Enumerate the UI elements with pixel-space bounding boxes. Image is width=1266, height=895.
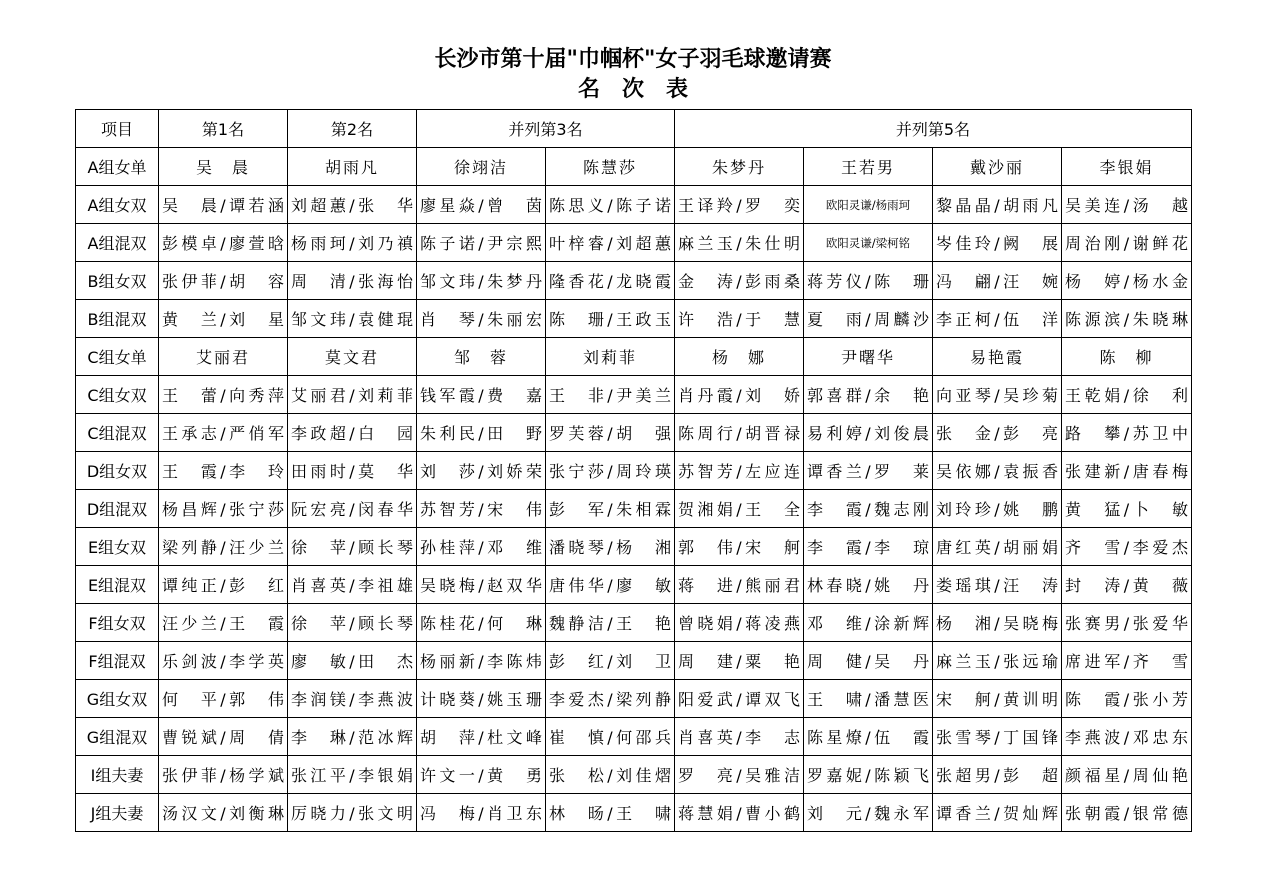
table-cell: 蒋 进/熊丽君 [675,566,804,604]
table-cell: 尹曙华 [804,338,933,376]
table-cell: 隆香花/龙晓霞 [546,262,675,300]
table-cell: 汪少兰/王 霞 [159,604,288,642]
table-cell: 吴美连/汤 越 [1062,186,1192,224]
table-row [76,186,1192,224]
table-cell: 欧阳灵谦/杨雨珂 [804,186,933,224]
table-cell: 曾晓娟/蒋凌燕 [675,604,804,642]
table-cell: 何 平/郭 伟 [159,680,288,718]
table-cell: 陈 珊/王政玉 [546,300,675,338]
table-cell: 刘超蕙/张 华 [288,186,417,224]
table-cell: 刘莉菲 [546,338,675,376]
table-cell: 廖星焱/曾 茵 [417,186,546,224]
table-cell: 罗芙蓉/胡 强 [546,414,675,452]
table-cell: 王乾娟/徐 利 [1062,376,1192,414]
table-row [76,414,1192,452]
table-row [76,566,1192,604]
event-label: A组混双 [76,224,159,262]
table-cell: 李正柯/伍 洋 [933,300,1062,338]
table-cell: 李 霞/魏志刚 [804,490,933,528]
table-cell: 李燕波/邓忠东 [1062,718,1192,756]
table-cell: 许 浩/于 慧 [675,300,804,338]
table-cell: 罗嘉妮/陈颖飞 [804,756,933,794]
table-cell: 邓 维/涂新辉 [804,604,933,642]
table-cell: 麻兰玉/朱仕明 [675,224,804,262]
event-label: C组女单 [76,338,159,376]
table-cell: 苏智芳/左应连 [675,452,804,490]
table-cell: 张雪琴/丁国锋 [933,718,1062,756]
table-cell: 谭香兰/罗 莱 [804,452,933,490]
table-cell: 杨 婷/杨水金 [1062,262,1192,300]
table-cell: 厉晓力/张文明 [288,794,417,832]
table-cell: 张宁莎/周玲瑛 [546,452,675,490]
table-cell: 夏 雨/周麟沙 [804,300,933,338]
table-cell: 周 清/张海怡 [288,262,417,300]
table-row [76,604,1192,642]
event-label: F组女双 [76,604,159,642]
table-cell: 徐 苹/顾长琴 [288,528,417,566]
table-cell: 艾丽君/刘莉菲 [288,376,417,414]
page-subtitle: 名次表 [577,77,710,102]
table-cell: 李润镁/李燕波 [288,680,417,718]
table-cell: 吴 晨 [159,148,288,186]
table-cell: 彭 红/刘 卫 [546,642,675,680]
table-row [76,490,1192,528]
event-label: G组女双 [76,680,159,718]
table-cell: 周 建/粟 艳 [675,642,804,680]
table-row [76,528,1192,566]
table-cell: 张建新/唐春梅 [1062,452,1192,490]
table-cell: 王 啸/潘慧医 [804,680,933,718]
table-cell: 朱利民/田 野 [417,414,546,452]
event-label: E组女双 [76,528,159,566]
table-cell: 田雨时/莫 华 [288,452,417,490]
table-cell: 易艳霞 [933,338,1062,376]
table-cell: 唐伟华/廖 敏 [546,566,675,604]
table-cell: 冯 翩/汪 婉 [933,262,1062,300]
table-cell: 王若男 [804,148,933,186]
header-third: 并列第3名 [417,110,675,148]
table-cell: 彭模卓/廖萱晗 [159,224,288,262]
table-cell: 娄瑶琪/汪 涛 [933,566,1062,604]
table-cell: 汤汉文/刘衡琳 [159,794,288,832]
table-cell: 冯 梅/肖卫东 [417,794,546,832]
table-cell: 郭喜群/余 艳 [804,376,933,414]
table-cell: 张江平/李银娟 [288,756,417,794]
table-cell: 肖喜英/李祖雄 [288,566,417,604]
table-cell: 张伊菲/杨学斌 [159,756,288,794]
table-row [76,148,1192,186]
table-cell: 计晓葵/姚玉珊 [417,680,546,718]
table-row [76,300,1192,338]
table-cell: 李 霞/李 琼 [804,528,933,566]
table-cell: 岑佳玲/阙 展 [933,224,1062,262]
table-cell: 肖喜英/李 志 [675,718,804,756]
table-cell: 吴晓梅/赵双华 [417,566,546,604]
table-row [76,718,1192,756]
table-cell: 王 非/尹美兰 [546,376,675,414]
header-fifth: 并列第5名 [675,110,1192,148]
event-label: B组混双 [76,300,159,338]
table-cell: 许文一/黄 勇 [417,756,546,794]
table-cell: 颜福星/周仙艳 [1062,756,1192,794]
table-cell: 阮宏亮/闵春华 [288,490,417,528]
header-second: 第2名 [288,110,417,148]
table-cell: 李 琳/范冰辉 [288,718,417,756]
table-cell: 魏静洁/王 艳 [546,604,675,642]
table-cell: 杨 湘/吴晓梅 [933,604,1062,642]
table-cell: 邹文玮/袁健琨 [288,300,417,338]
event-label: I组夫妻 [76,756,159,794]
table-cell: 胡雨凡 [288,148,417,186]
table-cell: 罗 亮/吴雅洁 [675,756,804,794]
table-cell: 路 攀/苏卫中 [1062,414,1192,452]
table-row [76,262,1192,300]
table-cell: 刘玲珍/姚 鹏 [933,490,1062,528]
table-cell: 宋 舸/黄训明 [933,680,1062,718]
event-label: D组女双 [76,452,159,490]
table-cell: 阳爱武/谭双飞 [675,680,804,718]
table-cell: 陈 霞/张小芳 [1062,680,1192,718]
table-cell: 戴沙丽 [933,148,1062,186]
table-cell: 徐翊洁 [417,148,546,186]
table-cell: 齐 雪/李爱杰 [1062,528,1192,566]
table-cell: 梁列静/汪少兰 [159,528,288,566]
header-first: 第1名 [159,110,288,148]
table-cell: 陈思义/陈子诺 [546,186,675,224]
table-cell: 邹文玮/朱梦丹 [417,262,546,300]
table-cell: 贺湘娟/王 全 [675,490,804,528]
table-row [76,338,1192,376]
table-cell: 曹锐斌/周 倩 [159,718,288,756]
table-cell: 林春晓/姚 丹 [804,566,933,604]
event-label: A组女双 [76,186,159,224]
table-cell: 孙桂萍/邓 维 [417,528,546,566]
table-row [76,452,1192,490]
table-cell: 张伊菲/胡 容 [159,262,288,300]
table-cell: 周治刚/谢鲜花 [1062,224,1192,262]
table-row [76,794,1192,832]
event-label: B组女双 [76,262,159,300]
event-label: E组混双 [76,566,159,604]
table-cell: 席进军/齐 雪 [1062,642,1192,680]
event-label: F组混双 [76,642,159,680]
event-label: G组混双 [76,718,159,756]
table-cell: 艾丽君 [159,338,288,376]
table-cell: 封 涛/黄 薇 [1062,566,1192,604]
table-cell: 彭 军/朱相霖 [546,490,675,528]
table-cell: 黄 猛/卜 敏 [1062,490,1192,528]
table-cell: 杨雨珂/刘乃禛 [288,224,417,262]
table-cell: 郭 伟/宋 舸 [675,528,804,566]
ranking-table [75,109,1192,832]
table-cell: 张超男/彭 超 [933,756,1062,794]
table-cell: 徐 苹/顾长琴 [288,604,417,642]
event-label: C组混双 [76,414,159,452]
event-label: C组女双 [76,376,159,414]
table-cell: 吴 晨/谭若涵 [159,186,288,224]
table-cell: 谭纯正/彭 红 [159,566,288,604]
table-cell: 易利婷/刘俊晨 [804,414,933,452]
table-cell: 钱军霞/费 嘉 [417,376,546,414]
table-cell: 张 松/刘佳熠 [546,756,675,794]
table-row [76,376,1192,414]
table-cell: 杨昌辉/张宁莎 [159,490,288,528]
table-cell: 朱梦丹 [675,148,804,186]
table-cell: 廖 敏/田 杰 [288,642,417,680]
table-row [76,756,1192,794]
table-cell: 肖丹霞/刘 娇 [675,376,804,414]
table-cell: 黎晶晶/胡雨凡 [933,186,1062,224]
table-cell: 张朝霞/银常德 [1062,794,1192,832]
table-cell: 陈子诺/尹宗熙 [417,224,546,262]
table-cell: 邹 蓉 [417,338,546,376]
table-cell: 陈源滨/朱晓琳 [1062,300,1192,338]
table-cell: 王 霞/李 玲 [159,452,288,490]
table-cell: 向亚琴/吴珍菊 [933,376,1062,414]
table-cell: 张赛男/张爱华 [1062,604,1192,642]
table-cell: 欧阳灵谦/梁柯铭 [804,224,933,262]
table-cell: 杨 娜 [675,338,804,376]
table-cell: 杨丽新/李陈炜 [417,642,546,680]
table-cell: 肖 琴/朱丽宏 [417,300,546,338]
event-label: A组女单 [76,148,159,186]
table-cell: 李银娟 [1062,148,1192,186]
table-row [76,642,1192,680]
table-cell: 崔 慎/何邵兵 [546,718,675,756]
ranking-body [76,148,1192,832]
table-cell: 陈星燎/伍 霞 [804,718,933,756]
table-cell: 蒋慧娟/曹小鹤 [675,794,804,832]
table-cell: 唐红英/胡丽娟 [933,528,1062,566]
table-cell: 谭香兰/贺灿辉 [933,794,1062,832]
table-cell: 王承志/严俏军 [159,414,288,452]
table-cell: 莫文君 [288,338,417,376]
table-cell: 陈桂花/何 琳 [417,604,546,642]
table-cell: 王 蕾/向秀萍 [159,376,288,414]
table-cell: 麻兰玉/张远瑜 [933,642,1062,680]
table-cell: 乐剑波/李学英 [159,642,288,680]
table-cell: 苏智芳/宋 伟 [417,490,546,528]
table-cell: 张 金/彭 亮 [933,414,1062,452]
table-cell: 蒋芳仪/陈 珊 [804,262,933,300]
table-cell: 王译羚/罗 奕 [675,186,804,224]
table-cell: 刘 莎/刘娇荣 [417,452,546,490]
header-row [76,110,1192,148]
table-cell: 李政超/白 园 [288,414,417,452]
table-row [76,224,1192,262]
table-cell: 陈周行/胡晋禄 [675,414,804,452]
table-cell: 陈慧莎 [546,148,675,186]
table-cell: 刘 元/魏永军 [804,794,933,832]
header-event: 项目 [76,110,159,148]
table-cell: 潘晓琴/杨 湘 [546,528,675,566]
table-cell: 叶梓睿/刘超蕙 [546,224,675,262]
table-cell: 李爱杰/梁列静 [546,680,675,718]
table-cell: 陈 柳 [1062,338,1192,376]
table-cell: 胡 萍/杜文峰 [417,718,546,756]
event-label: D组混双 [76,490,159,528]
table-cell: 吴依娜/袁振香 [933,452,1062,490]
table-cell: 金 涛/彭雨桑 [675,262,804,300]
table-row [76,680,1192,718]
table-cell: 周 健/吴 丹 [804,642,933,680]
page-title: 长沙市第十届"巾帼杯"女子羽毛球邀请赛 [434,47,832,72]
event-label: J组夫妻 [76,794,159,832]
table-cell: 黄 兰/刘 星 [159,300,288,338]
table-cell: 林 旸/王 啸 [546,794,675,832]
